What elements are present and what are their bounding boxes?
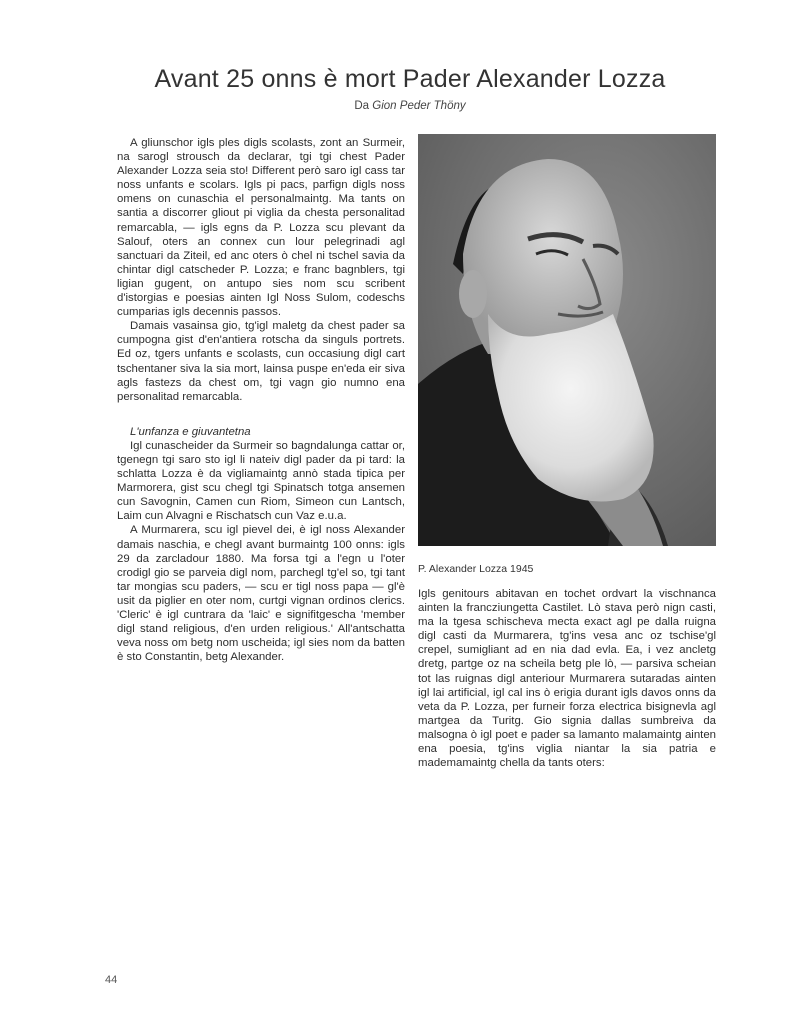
paragraph: Damais vasainsa gio, tg'igl maletg da chest pader sa cumpogna gist d'en'antiera rotscha da singuls portrets. Ed oz, tgers unfants e scolasts, cun occasiung digl cart tschentaner siva la sia mort, lainsa puspe en'eda eir siva agls fastezs da chest om, tgi vagn gio numno ena personalitad remarcabla. — [117, 320, 405, 403]
page-number: 44 — [105, 974, 118, 986]
photo-caption: P. Alexander Lozza 1945 — [418, 563, 534, 575]
byline-prefix: Da — [354, 100, 370, 112]
byline — [100, 99, 720, 113]
portrait-image — [418, 134, 716, 546]
left-column — [117, 136, 405, 664]
portrait-photo — [418, 134, 716, 546]
paragraph: Igl cunascheider da Surmeir so bagndalunga cattar or, tgenegn tgi saro sto igl li nateiv digl pader da pi tard: la schlatta Lozza è da vigliamaintg annò stada tipica per Marmorera, gist scu chegl tgi Spinatsch totga ansemen cun Savognin, Camen cun Riom, Simeon cun Lantsch, Laim cun Alvagni e Rischatsch cun Vaz e.u.a. — [117, 439, 405, 523]
author-name: Gion Peder Thöny — [372, 100, 466, 112]
paragraph: A Murmarera, scu igl pievel dei, è igl noss Alexander damais naschia, e chegl avant burmaintg 100 onns: igls 29 da zarcladour 1880. Ma forsa tgi a l'egn u l'oter crodigl gio se parveia digl nom, parchegl tg'el so, tgi tant tar mongias scu paders, — scu er tigl noss papa — gl'è usit da piglier en oter nom, curtgi vignan ordinos clerics. 'Cleric' è igl cuntrara da 'laic' e signifitgescha 'member digl stand religious, d'en urden religious.' All'antschatta veva noss om betg nom uscheida; igl sies nom da batten è sto Constantin, betg Alexander. — [117, 524, 405, 664]
right-column — [418, 587, 716, 770]
section-subheading: L'unfanza e giuvantetna — [130, 425, 251, 438]
paragraph: Igls genitours abitavan en tochet ordvart la vischnanca ainten la francziungetta Castilet. Lò stava però nign casti, ma la tgesa schischeva mecta exact agl pe dalla ruigna digl casti da Murmarera, tg'ins vesa anc oz tschise'gl crepel, sumigliant ad en nia dad evla. Ea, i vez ancletg dretg, partge oz na scheila betg ple lò, — parsiva scheian tot las ruignas digl anteriour Murmarera sutaradas ainten igl lai artificial, igl cal ins ò erigia durant igls davos onns da veta da P. Lozza, per furneir forza electrica bisignevla agl martgea da Turitg. Gio signia dallas sumbreiva da malsogna ò igl poet e pader sa lamanto malamaintg ainten ena poesia, tg'ins viglia niantar la sia patria e mademamaintg chella da tants oters: — [418, 588, 716, 770]
article-title: Avant 25 onns è mort Pader Alexander Lozza — [154, 65, 666, 93]
paragraph: A gliunschor igls ples digls scolasts, zont an Surmeir, na sarogl strousch da declarar, tgi tgi chest Pader Alexander Lozza seia sto! Different però saro igl cass tar noss unfants e scolars. Igls pi pacs, parfign digls noss omens on cunaschia el personalmaintg. Ma tants on santia a discorrer gliout pi viglia da chesta personalitad remarcabla, — igls egns da P. Lozza scu plevant da Salouf, oters an connex cun lour pelegrinadi agl sanctuari da Ziteil, ed anc oters ò chel ni tschel savia da chintar digl catscheder P. Lozza; e franc bagnblers, tgi ligian gugent, on antupo sies nom scu scribent d'istorgias e poesias ainten Igl Noss Sulom, codeschs cumparias igls decennis passos. — [117, 137, 405, 319]
